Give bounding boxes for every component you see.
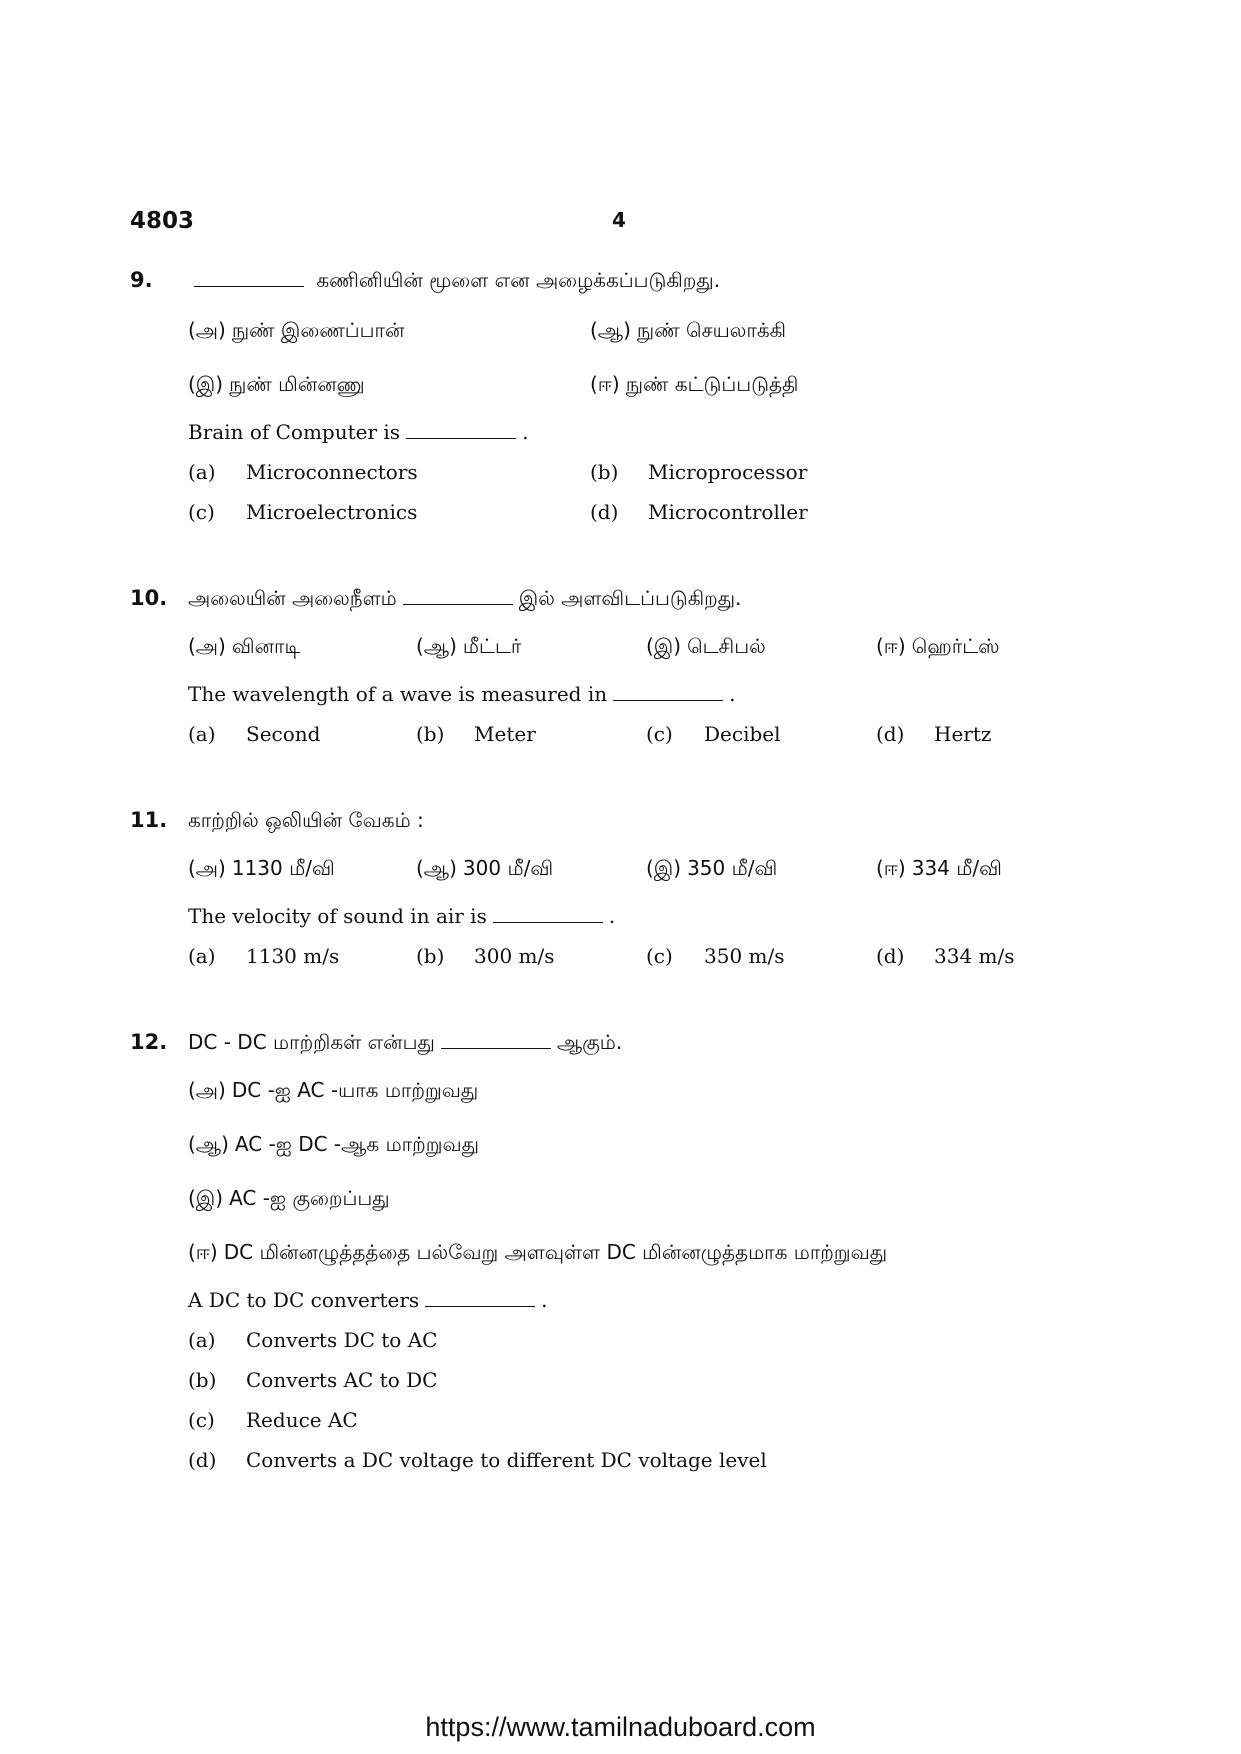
option-english-b: (b) Converts AC to DC (188, 1368, 438, 1392)
option-english-a: (a) 1130 m/s (188, 944, 340, 968)
answer-blank (425, 1305, 535, 1307)
option-tamil-a: (அ) 1130 மீ/வி (188, 856, 335, 880)
answer-blank (194, 285, 304, 287)
option-tamil-a: (அ) வினாடி (188, 634, 301, 658)
question-stem-tamil: கணினியின் மூளை என அழைக்கப்படுகிறது. (188, 268, 720, 295)
answer-blank (406, 437, 516, 439)
option-english-a: (a) Second (188, 722, 321, 746)
question-number: 11. (130, 808, 168, 832)
option-tamil-b: (ஆ) AC -ஐ DC -ஆக மாற்றுவது (188, 1132, 479, 1156)
option-english-d: (d) Converts a DC voltage to different DC voltage level (188, 1448, 767, 1472)
option-english-a: (a) Microconnectors (188, 460, 418, 484)
option-tamil-b: (ஆ) நுண் செயலாக்கி (590, 318, 787, 342)
option-tamil-c: (இ) AC -ஐ குறைப்பது (188, 1186, 390, 1210)
option-tamil-a: (அ) DC -ஐ AC -யாக மாற்றுவது (188, 1078, 479, 1102)
option-tamil-b: (ஆ) மீட்டர் (416, 634, 522, 658)
option-english-b: (b) 300 m/s (416, 944, 555, 968)
answer-blank (493, 921, 603, 923)
option-english-a: (a) Converts DC to AC (188, 1328, 438, 1352)
option-tamil-d: (ஈ) 334 மீ/வி (876, 856, 1002, 880)
question-stem-english: The velocity of sound in air is . (188, 904, 616, 928)
paper-code: 4803 (130, 208, 195, 234)
question-stem-tamil: DC - DC மாற்றிகள் என்பது ஆகும். (188, 1030, 623, 1054)
question-stem-english: The wavelength of a wave is measured in . (188, 682, 736, 706)
option-tamil-d: (ஈ) ஹெர்ட்ஸ் (876, 634, 1000, 658)
footer-url[interactable]: https://www.tamilnaduboard.com (425, 1712, 816, 1742)
option-tamil-c: (இ) நுண் மின்னணு (188, 372, 365, 396)
option-tamil-d: (ஈ) நுண் கட்டுப்படுத்தி (590, 372, 799, 396)
answer-blank (613, 699, 723, 701)
question-number: 9. (130, 268, 153, 292)
answer-blank (441, 1047, 551, 1049)
option-english-c: (c) Microelectronics (188, 500, 418, 524)
option-english-d: (d) Hertz (876, 722, 992, 746)
option-english-d: (d) 334 m/s (876, 944, 1015, 968)
option-tamil-c: (இ) 350 மீ/வி (646, 856, 778, 880)
option-english-c: (c) Decibel (646, 722, 781, 746)
option-english-c: (c) Reduce AC (188, 1408, 358, 1432)
option-tamil-d: (ஈ) DC மின்னழுத்தத்தை பல்வேறு அளவுள்ள DC மின்னழுத்தமாக மாற்றுவது (188, 1240, 888, 1264)
question-stem-tamil: அலையின் அலைநீளம் இல் அளவிடப்படுகிறது. (188, 586, 742, 610)
question-stem-english: Brain of Computer is . (188, 420, 529, 444)
question-stem-english: A DC to DC converters . (188, 1288, 548, 1312)
option-english-d: (d) Microcontroller (590, 500, 808, 524)
page-number: 4 (612, 208, 626, 232)
option-tamil-b: (ஆ) 300 மீ/வி (416, 856, 554, 880)
option-english-c: (c) 350 m/s (646, 944, 785, 968)
question-stem-tamil: காற்றில் ஒலியின் வேகம் : (188, 808, 424, 832)
option-english-b: (b) Meter (416, 722, 536, 746)
question-number: 10. (130, 586, 168, 610)
question-number: 12. (130, 1030, 168, 1054)
option-tamil-c: (இ) டெசிபல் (646, 634, 766, 658)
answer-blank (403, 603, 513, 605)
option-tamil-a: (அ) நுண் இணைப்பான் (188, 318, 405, 342)
option-english-b: (b) Microprocessor (590, 460, 808, 484)
